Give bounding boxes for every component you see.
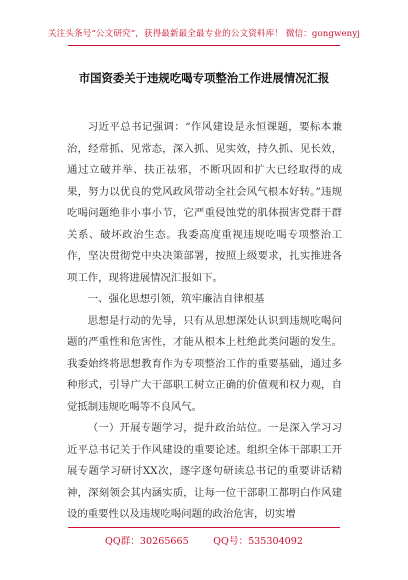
header-promo-note: 关注头条号“公文研究”，获得最新最全最专业的公文资料库！ 微信：gongwenyj bbox=[47, 29, 361, 39]
document-body bbox=[67, 117, 342, 526]
paragraph-section-1: 思想是行动的先导，只有从思想深处认识到违规吃喝问题的严重性和危害性，才能从根本上杜绝此类问题的发生。我委始终将思想教育作为专项整治工作的重要基础，通过多种形式，引导广大干部职工树立正确的价值观和权力观，自觉抵制违规吃喝等不良风气。 bbox=[67, 314, 342, 413]
paragraph-subsection-1: （一）开展专题学习，提升政治站位。一是深入学习习近平总书记关于作风建设的重要论述。组织全体干部职工开展专题学习研讨XX次，逐字逐句研读总书记的重要讲话精神，深刻领会其内涵实质，让每一位干部职工都明白作风建设的重要性以及违规吃喝问题的政治危害，切实增 bbox=[67, 422, 342, 520]
header-divider bbox=[68, 45, 340, 46]
paragraph-intro: 习近平总书记强调：“作风建设是永恒课题，要标本兼治，经常抓、见常态，深入抓、见实效，持久抓、见长效，通过立破并举、扶正祛邪，不断巩固和扩大已经取得的成果，努力以优良的党风政风带动全社会风气根本好转。”违规吃喝问题绝非小事小节，它严重侵蚀党的肌体损害党群干群关系、破坏政治生态。我委高度重视违规吃喝专项整治工作，坚决贯彻党中央决策部署，按照上级要求，扎实推进各项工作，现将进展情况汇报如下。 bbox=[67, 121, 342, 284]
footer-contacts: QQ群：30265665 QQ号：535304092 bbox=[105, 536, 303, 547]
document-title: 市国资委关于违规吃喝专项整治工作进展情况汇报 bbox=[78, 71, 330, 85]
section-heading-1: 一、强化思想引领，筑牢廉洁自律根基 bbox=[87, 293, 265, 305]
footer-divider bbox=[68, 527, 340, 528]
